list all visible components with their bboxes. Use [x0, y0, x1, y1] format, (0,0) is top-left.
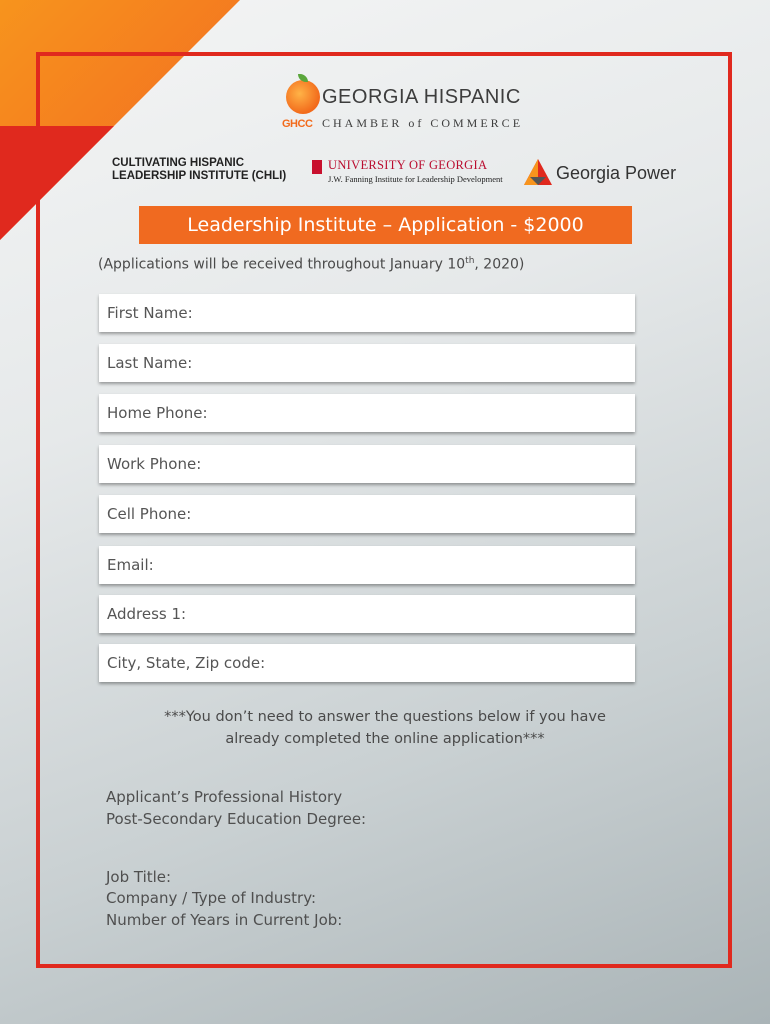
peach-icon	[286, 80, 320, 114]
address-1-field[interactable]	[99, 595, 635, 633]
professional-history-heading: Applicant’s Professional History	[106, 788, 343, 806]
triangle-icon	[524, 159, 552, 185]
uga-title: UNIVERSITY OF GEORGIA	[328, 158, 488, 172]
work-phone-field[interactable]	[99, 445, 635, 483]
home-phone-field[interactable]	[99, 394, 635, 432]
disclaimer-line-1: ***You don’t need to answer the questions below if you have	[164, 709, 606, 725]
chli-logo	[112, 157, 286, 183]
email-label: Email:	[107, 556, 154, 574]
deadline-note	[98, 256, 678, 273]
job-title-question: Job Title:	[106, 868, 172, 886]
cell-phone-label: Cell Phone:	[107, 505, 192, 523]
arch-icon	[312, 160, 322, 174]
years-in-job-question: Number of Years in Current Job:	[106, 911, 343, 929]
last-name-label: Last Name:	[107, 354, 193, 372]
org-name: GEORGIA HISPANIC	[322, 86, 521, 108]
org-subtitle: CHAMBER of COMMERCE	[322, 116, 524, 130]
optional-questions-disclaimer	[110, 706, 660, 750]
first-name-field[interactable]	[99, 294, 635, 332]
education-degree-question: Post-Secondary Education Degree:	[106, 810, 367, 828]
uga-subtitle: J.W. Fanning Institute for Leadership Development	[328, 174, 503, 184]
application-title-banner: Leadership Institute – Application - $2000	[139, 206, 632, 244]
home-phone-label: Home Phone:	[107, 404, 208, 422]
deadline-superscript: th	[465, 256, 475, 266]
city-state-zip-label: City, State, Zip code:	[107, 654, 266, 672]
company-industry-question: Company / Type of Industry:	[106, 889, 317, 907]
deadline-text-before: (Applications will be received throughout January 10	[98, 256, 466, 273]
email-field[interactable]	[99, 546, 635, 584]
cell-phone-field[interactable]	[99, 495, 635, 533]
georgia-power-name: Georgia Power	[556, 163, 677, 183]
address-1-label: Address 1:	[107, 605, 187, 623]
first-name-label: First Name:	[107, 304, 193, 322]
work-phone-label: Work Phone:	[107, 455, 202, 473]
chli-line-1: CULTIVATING HISPANIC	[112, 157, 245, 169]
ghcc-abbr: GHCC	[282, 118, 313, 130]
deadline-text-after: , 2020)	[474, 256, 525, 273]
disclaimer-line-2: already completed the online application***	[225, 731, 545, 747]
chli-line-2: LEADERSHIP INSTITUTE (CHLI)	[112, 170, 287, 182]
last-name-field[interactable]	[99, 344, 635, 382]
ghcc-logo	[282, 74, 522, 144]
city-state-zip-field[interactable]	[99, 644, 635, 682]
